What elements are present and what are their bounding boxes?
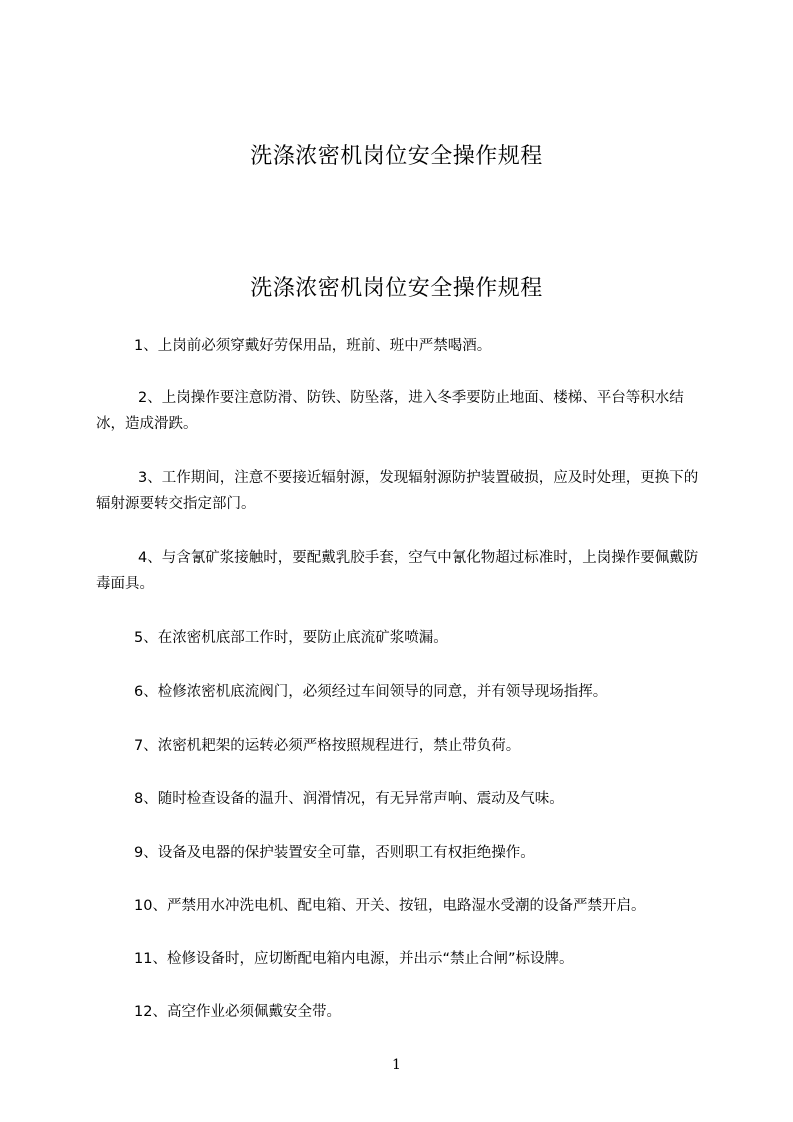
rule-item-12: 12、高空作业必须佩戴安全带。 bbox=[134, 1004, 341, 1020]
rule-item-7: 7、浓密机耙架的运转必须严格按照规程进行，禁止带负荷。 bbox=[134, 738, 521, 754]
rule-item-3: 3、工作期间，注意不要接近辐射源，发现辐射源防护装置破损，应及时处理，更换下的辐射源要转交指定部门。 bbox=[96, 470, 699, 512]
rule-item-8: 8、随时检查设备的温升、润滑情况，有无异常声响、震动及气味。 bbox=[134, 791, 564, 807]
rule-item-10: 10、严禁用水冲洗电机、配电箱、开关、按钮，电路湿水受潮的设备严禁开启。 bbox=[134, 898, 646, 914]
rule-item-2: 2、上岗操作要注意防滑、防铁、防坠落，进入冬季要防止地面、楼梯、平台等积水结冰，造成滑跌。 bbox=[96, 390, 684, 432]
rule-item-6: 6、检修浓密机底流阀门，必须经过车间领导的同意，并有领导现场指挥。 bbox=[134, 684, 608, 700]
rule-item-9: 9、设备及电器的保护装置安全可靠，否则职工有权拒绝操作。 bbox=[134, 845, 535, 861]
rule-item-5: 5、在浓密机底部工作时，要防止底流矿浆喷漏。 bbox=[134, 630, 448, 646]
document-title-main: 洗涤浓密机岗位安全操作规程 bbox=[250, 276, 543, 301]
rule-item-11: 11、检修设备时，应切断配电箱内电源，并出示“禁止合闸”标设牌。 bbox=[134, 951, 574, 967]
document-title-top: 洗涤浓密机岗位安全操作规程 bbox=[250, 144, 543, 169]
rule-item-1: 1、上岗前必须穿戴好劳保用品，班前、班中严禁喝酒。 bbox=[134, 338, 492, 354]
rule-item-4: 4、与含氰矿浆接触时，要配戴乳胶手套，空气中氰化物超过标准时，上岗操作要佩戴防毒面具。 bbox=[96, 550, 699, 592]
page-number: 1 bbox=[392, 1057, 401, 1073]
